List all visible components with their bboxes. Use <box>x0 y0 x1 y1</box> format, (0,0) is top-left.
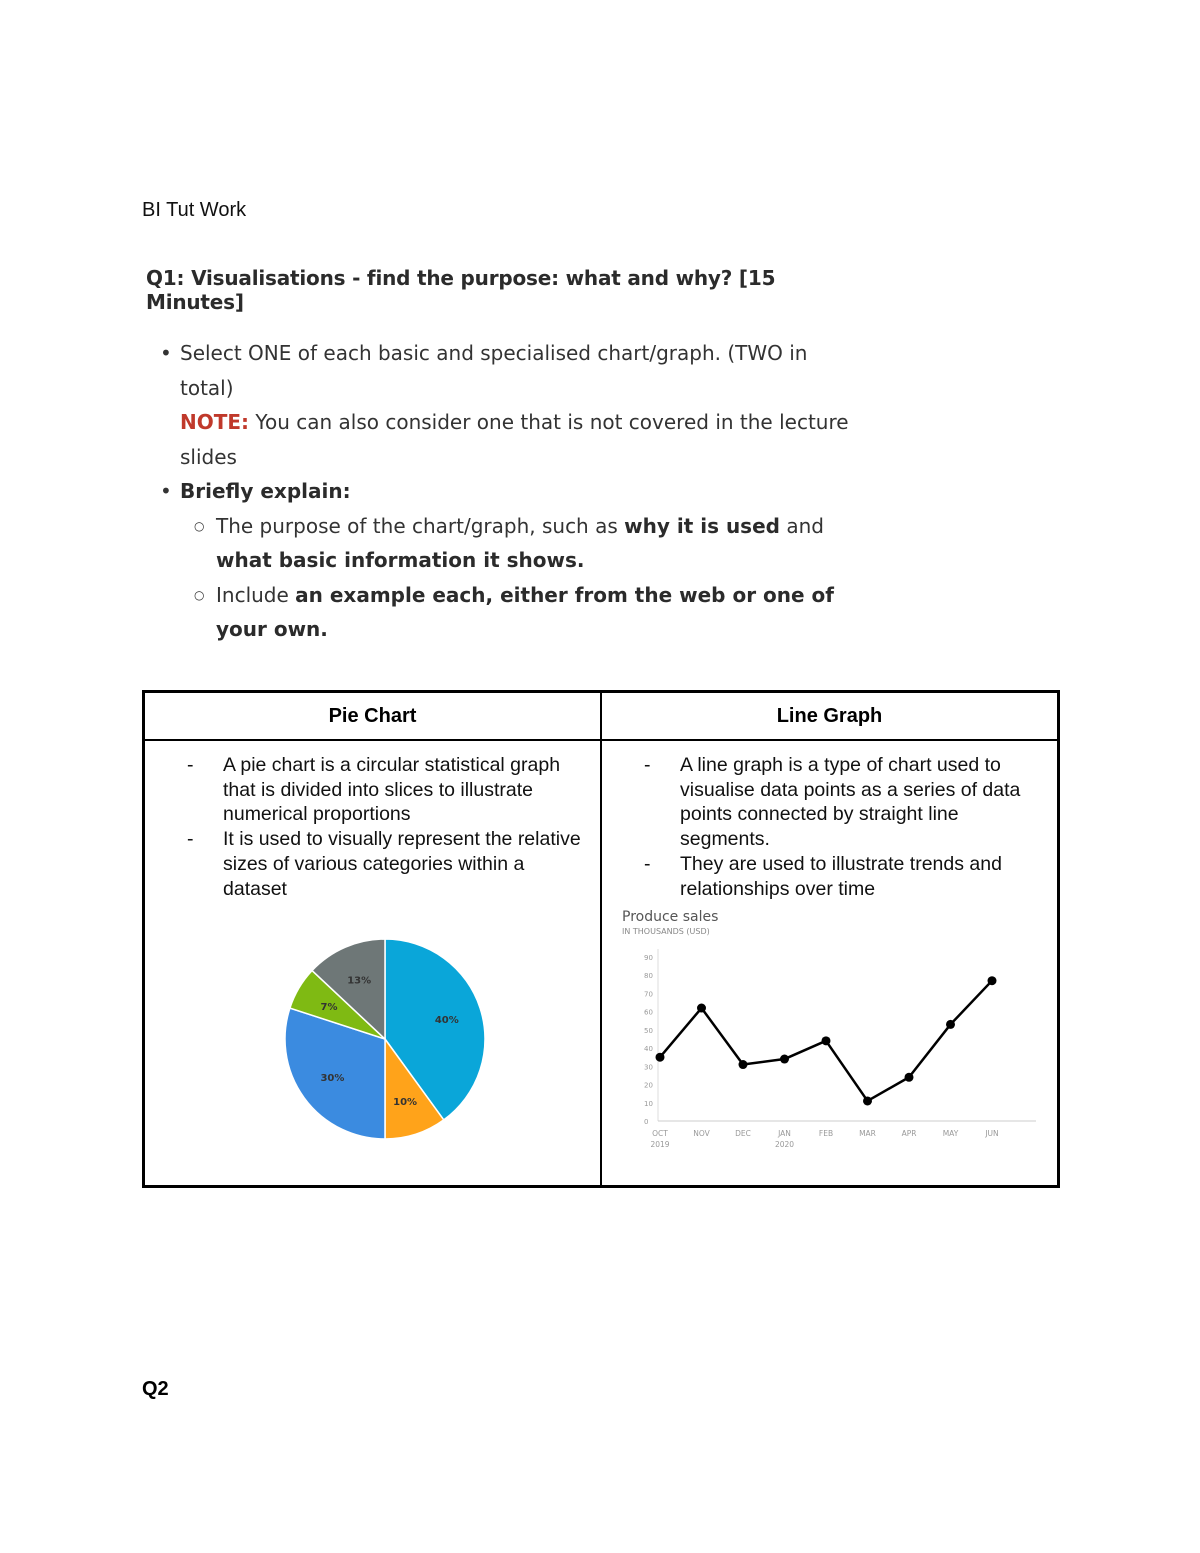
x-tick-label: OCT <box>652 1129 668 1139</box>
line-point <box>697 1004 706 1013</box>
q1-heading: Q1: Visualisations - find the purpose: what and why? [15 Minutes] <box>146 266 776 314</box>
document-title: BI Tut Work <box>142 199 247 221</box>
sub1-text-b: why it is used <box>624 513 780 538</box>
list-item: - A line graph is a type of chart used to visualise data points as a series of data points connected by straight line segments. <box>642 753 1043 852</box>
q1-sub-list <box>180 509 862 647</box>
note-text: You can also consider one that is not covered in the lecture slides <box>180 410 849 469</box>
y-tick-label: 0 <box>644 1118 649 1127</box>
comparison-table <box>142 690 1060 1188</box>
sub1-text-a: The purpose of the chart/graph, such as <box>216 513 625 538</box>
line-point <box>822 1037 831 1046</box>
pie-slice-label: 13% <box>347 975 372 987</box>
sub2-text-a: Include <box>216 582 296 607</box>
list-item: - They are used to illustrate trends and relationships over time <box>642 852 1043 901</box>
line-chart-subtitle: IN THOUSANDS (USD) <box>622 927 710 937</box>
line-point <box>739 1060 748 1069</box>
sub1-text-c: and <box>779 513 824 538</box>
line-point <box>988 976 997 985</box>
line-point <box>863 1097 872 1106</box>
pie-slice-label: 30% <box>320 1073 345 1085</box>
q1-bullet-select-text: Select ONE of each basic and specialised chart/graph. (TWO in total) <box>180 341 808 400</box>
y-tick-label: 60 <box>644 1008 653 1017</box>
x-tick-label: DEC <box>735 1129 751 1139</box>
y-tick-label: 40 <box>644 1045 653 1054</box>
line-point <box>656 1053 665 1062</box>
pie-slice-label: 40% <box>434 1015 459 1027</box>
x-tick-label: FEB <box>818 1129 834 1139</box>
y-tick-label: 50 <box>644 1027 653 1036</box>
x-year-label: 2020 <box>774 1140 795 1150</box>
x-tick-label: JAN <box>778 1129 791 1139</box>
header-pie-chart: Pie Chart <box>144 692 602 741</box>
q1-bullet-explain-text: Briefly explain: <box>180 479 351 503</box>
x-year-label: 2019 <box>650 1140 670 1150</box>
y-tick-label: 20 <box>644 1081 653 1090</box>
line-chart <box>620 907 1040 1157</box>
y-tick-label: 10 <box>644 1099 653 1108</box>
line-graph-points <box>642 753 1043 901</box>
table-body-row <box>144 740 1059 1187</box>
q1-instructions-image <box>142 266 862 647</box>
line-point <box>905 1073 914 1082</box>
sub1-text-d: what basic information it shows. <box>216 548 585 572</box>
q1-bullet-select <box>142 336 862 474</box>
pie-slice-label: 10% <box>393 1097 418 1109</box>
y-tick-label: 70 <box>644 990 653 999</box>
q1-sub-example <box>180 578 862 647</box>
x-tick-label: MAY <box>942 1129 959 1139</box>
x-tick-label: APR <box>901 1129 917 1139</box>
x-tick-label: MAR <box>859 1129 876 1139</box>
q2-label: Q2 <box>142 1378 169 1400</box>
header-line-graph: Line Graph <box>601 692 1059 741</box>
sub2-text-b: an example each, either from the web or one of your own. <box>216 582 834 641</box>
list-item: - It is used to visually represent the relative sizes of various categories within a dataset <box>185 827 586 901</box>
line-point <box>946 1020 955 1029</box>
pie-chart-cell <box>144 740 602 1187</box>
q1-bullet-list <box>142 336 862 647</box>
list-item: - A pie chart is a circular statistical graph that is divided into slices to illustrate numerical proportions <box>185 753 586 827</box>
line-graph-cell <box>601 740 1059 1187</box>
line-point <box>780 1055 789 1064</box>
y-tick-label: 90 <box>644 954 653 963</box>
y-tick-label: 80 <box>644 972 653 981</box>
y-tick-label: 30 <box>644 1063 653 1072</box>
line-chart-title: Produce sales <box>622 909 719 926</box>
pie-chart-points <box>185 753 586 901</box>
x-tick-label: JUN <box>985 1129 999 1139</box>
x-tick-label: NOV <box>693 1129 710 1139</box>
pie-slice-label: 7% <box>320 1002 338 1014</box>
note-label: NOTE: <box>180 410 250 434</box>
q1-bullet-explain <box>142 474 862 647</box>
table-header-row <box>144 692 1059 741</box>
q1-sub-purpose <box>180 509 862 578</box>
